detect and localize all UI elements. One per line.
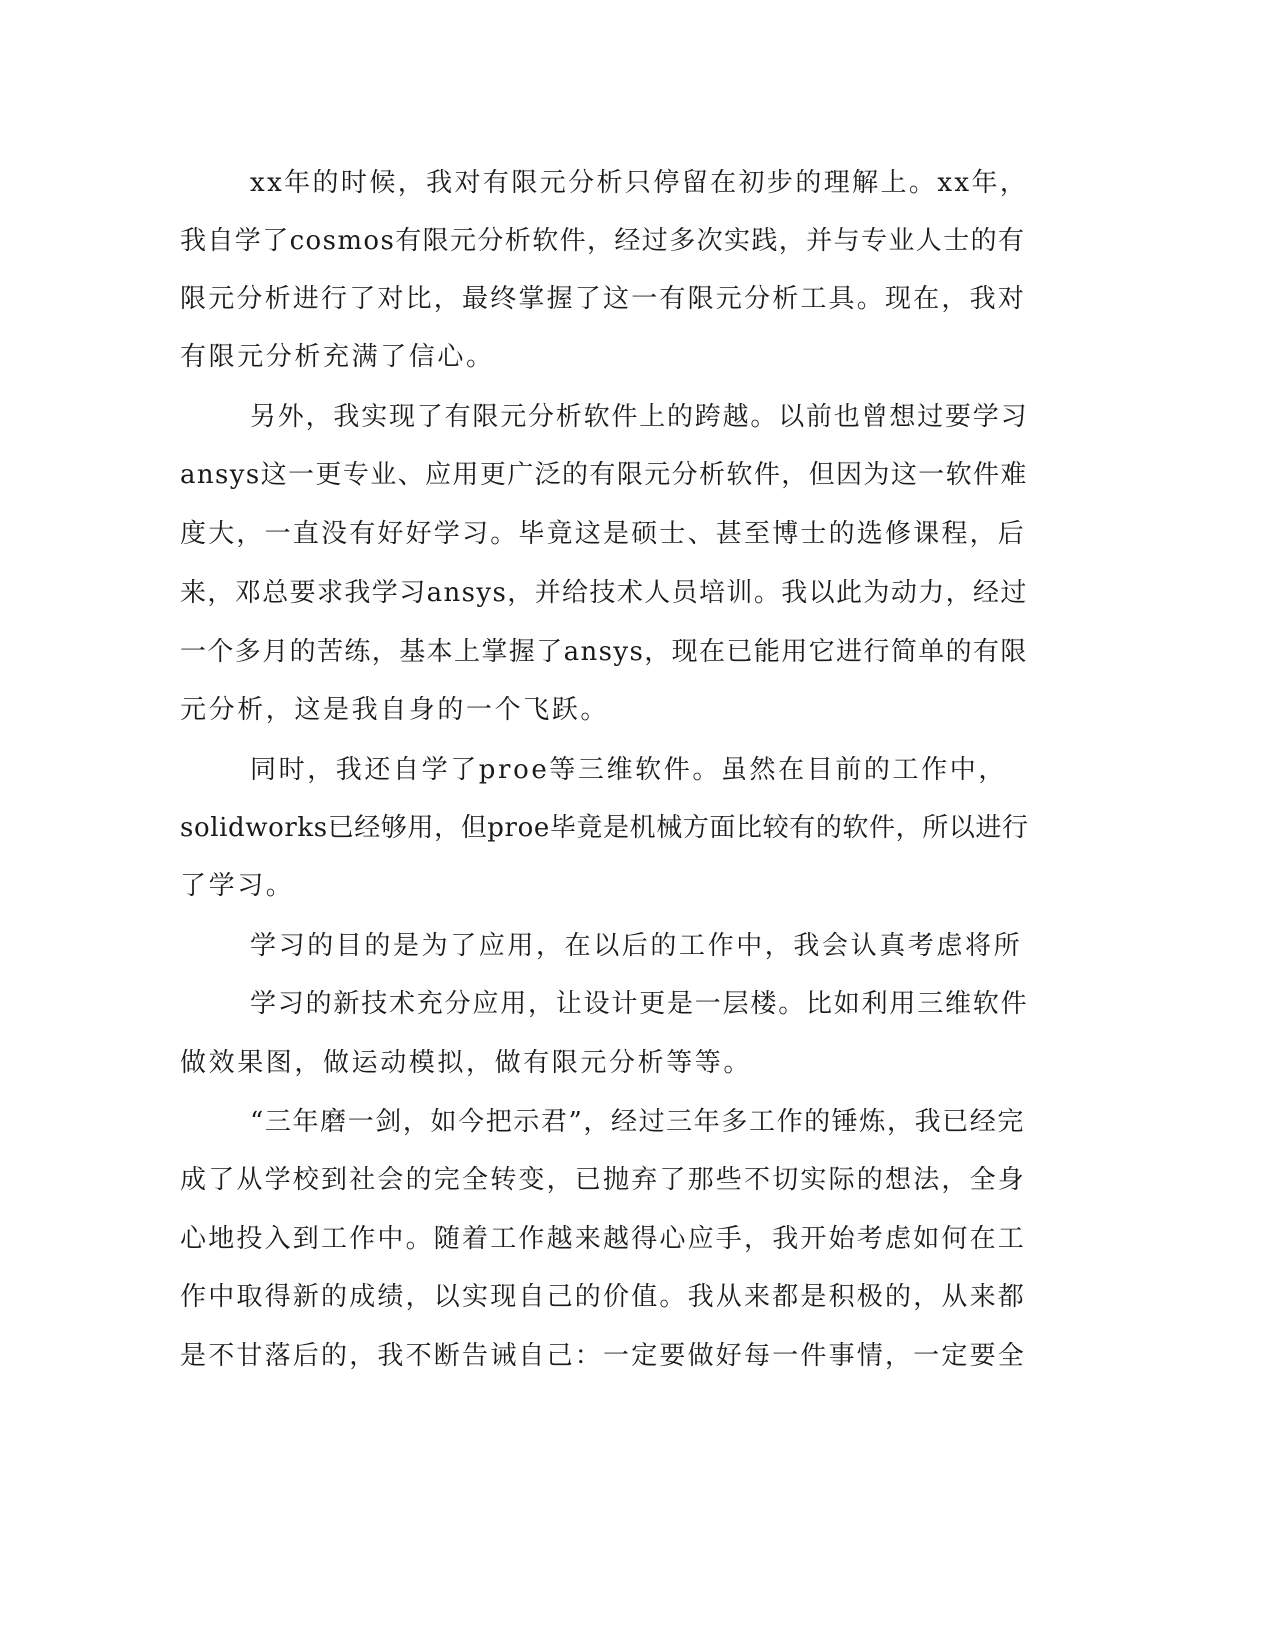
text-line-10: 元分析，这是我自身的一个飞跃。: [180, 695, 610, 725]
text-line-11: 同时，我还自学了proe等三维软件。虽然在目前的工作中，: [250, 755, 1007, 785]
text-line-7: 度大，一直没有好好学习。毕竟这是硕士、甚至博士的选修课程，后: [180, 519, 1027, 549]
text-line-4: 有限元分析充满了信心。: [180, 342, 495, 372]
text-line-6: ansys这一更专业、应用更广泛的有限元分析软件，但因为这一软件难: [180, 460, 1028, 490]
text-line-15: 学习的新技术充分应用，让设计更是一层楼。比如利用三维软件: [250, 989, 1029, 1019]
text-line-20: 作中取得新的成绩，以实现自己的价值。我从来都是积极的，从来都: [180, 1282, 1027, 1312]
text-line-12: solidworks已经够用，但proe毕竟是机械方面比较有的软件，所以进行: [180, 813, 1029, 843]
text-line-17: “三年磨一剑，如今把示君”，经过三年多工作的锤炼，我已经完: [250, 1107, 1025, 1137]
text-line-2: 我自学了cosmos有限元分析软件，经过多次实践，并与专业人士的有: [180, 226, 1026, 256]
text-line-8: 来，邓总要求我学习ansys，并给技术人员培训。我以此为动力，经过: [180, 578, 1028, 608]
text-line-21: 是不甘落后的，我不断告诫自己：一定要做好每一件事情，一定要全: [180, 1341, 1027, 1371]
text-line-13: 了学习。: [180, 871, 295, 901]
text-line-16: 做效果图，做运动模拟，做有限元分析等等。: [180, 1048, 753, 1078]
text-line-19: 心地投入到工作中。随着工作越来越得心应手，我开始考虑如何在工: [180, 1224, 1027, 1254]
text-line-5: 另外，我实现了有限元分析软件上的跨越。以前也曾想过要学习: [250, 402, 1029, 432]
text-line-18: 成了从学校到社会的完全转变，已抛弃了那些不切实际的想法，全身: [180, 1165, 1027, 1195]
text-line-14: 学习的目的是为了应用，在以后的工作中，我会认真考虑将所: [250, 931, 1023, 961]
text-line-1: xx年的时候，我对有限元分析只停留在初步的理解上。xx年，: [250, 168, 1029, 198]
text-line-3: 限元分析进行了对比，最终掌握了这一有限元分析工具。现在，我对: [180, 284, 1027, 314]
text-line-9: 一个多月的苦练，基本上掌握了ansys，现在已能用它进行简单的有限: [180, 637, 1028, 667]
